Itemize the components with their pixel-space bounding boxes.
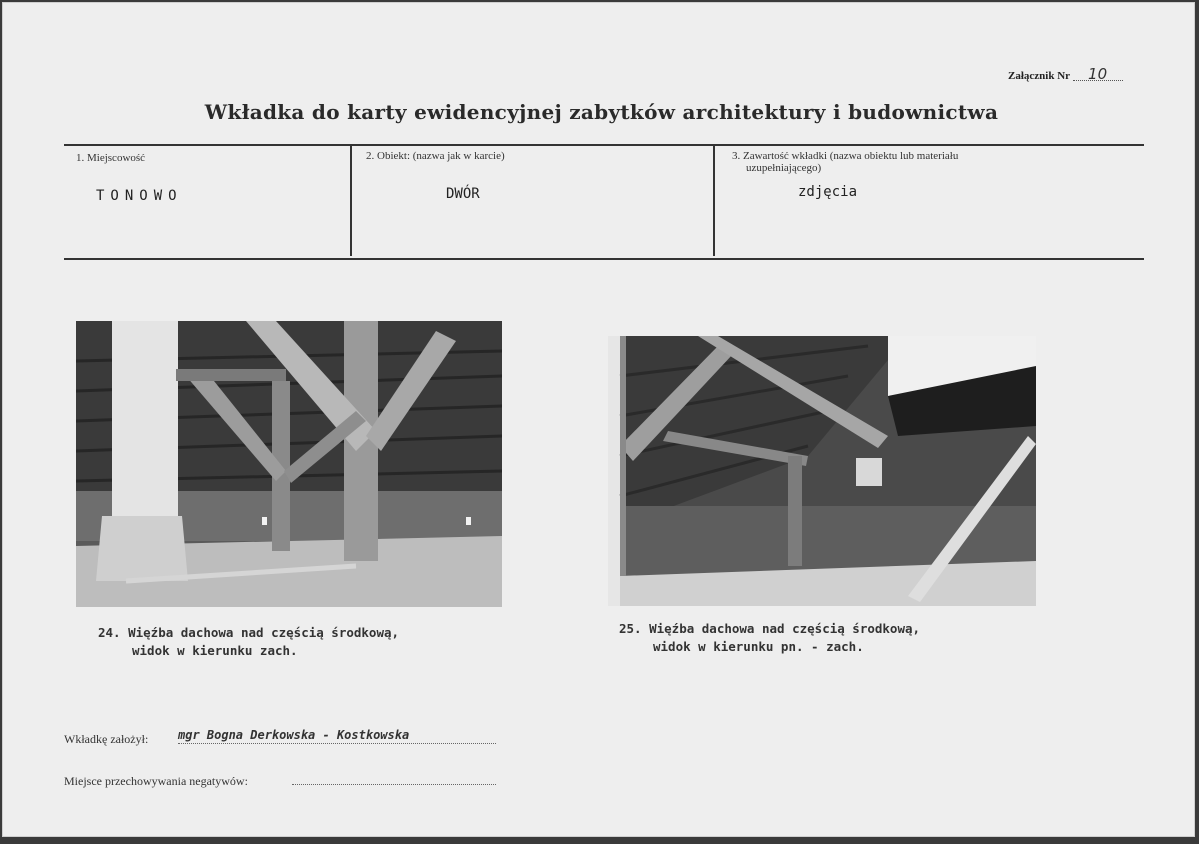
photo-1-caption-line2: widok w kierunku zach. bbox=[132, 643, 298, 658]
photo-1-caption bbox=[98, 624, 399, 660]
attachment-number bbox=[1008, 65, 1123, 83]
table-top-line bbox=[64, 144, 1144, 146]
field-content-label-line2: uzupełniającego) bbox=[746, 162, 822, 174]
field-object-value: DWÓR bbox=[446, 186, 480, 202]
photo-roof-truss-northwest bbox=[608, 336, 1036, 606]
attachment-value: 10 bbox=[1073, 68, 1123, 81]
page-title: Wkładka do karty ewidencyjnej zabytków architektury i budownictwa bbox=[204, 100, 999, 124]
author-value: mgr Bogna Derkowska - Kostkowska bbox=[178, 728, 496, 744]
attachment-label: Załącznik Nr bbox=[1008, 70, 1070, 82]
field-content-label bbox=[732, 150, 958, 174]
photo-2-caption-line1: 25. Więźba dachowa nad częścią środkową, bbox=[619, 621, 921, 636]
table-divider-2 bbox=[713, 146, 715, 256]
table-divider-1 bbox=[350, 146, 352, 256]
photo-roof-truss-west bbox=[76, 321, 502, 607]
field-content-label-line1: 3. Zawartość wkładki (nazwa obiektu lub materiału bbox=[732, 150, 959, 162]
author-label: Wkładkę założył: bbox=[64, 732, 149, 746]
negatives-label: Miejsce przechowywania negatywów: bbox=[64, 774, 248, 788]
field-object-label: 2. Obiekt: (nazwa jak w karcie) bbox=[366, 150, 505, 162]
form-sheet bbox=[2, 2, 1195, 837]
photo-1-caption-line1: 24. Więźba dachowa nad częścią środkową, bbox=[98, 625, 400, 640]
roof-truss-photo-1 bbox=[76, 321, 502, 607]
field-locality-value: TONOWO bbox=[96, 188, 183, 204]
negatives-blank-line bbox=[292, 783, 496, 785]
field-locality-label: 1. Miejscowość bbox=[76, 152, 146, 164]
photo-2-caption-line2: widok w kierunku pn. - zach. bbox=[653, 639, 864, 654]
table-bottom-line bbox=[64, 258, 1144, 260]
photo-2-caption bbox=[619, 620, 920, 656]
field-content-value: zdjęcia bbox=[798, 184, 858, 200]
roof-truss-photo-2 bbox=[608, 336, 1036, 606]
